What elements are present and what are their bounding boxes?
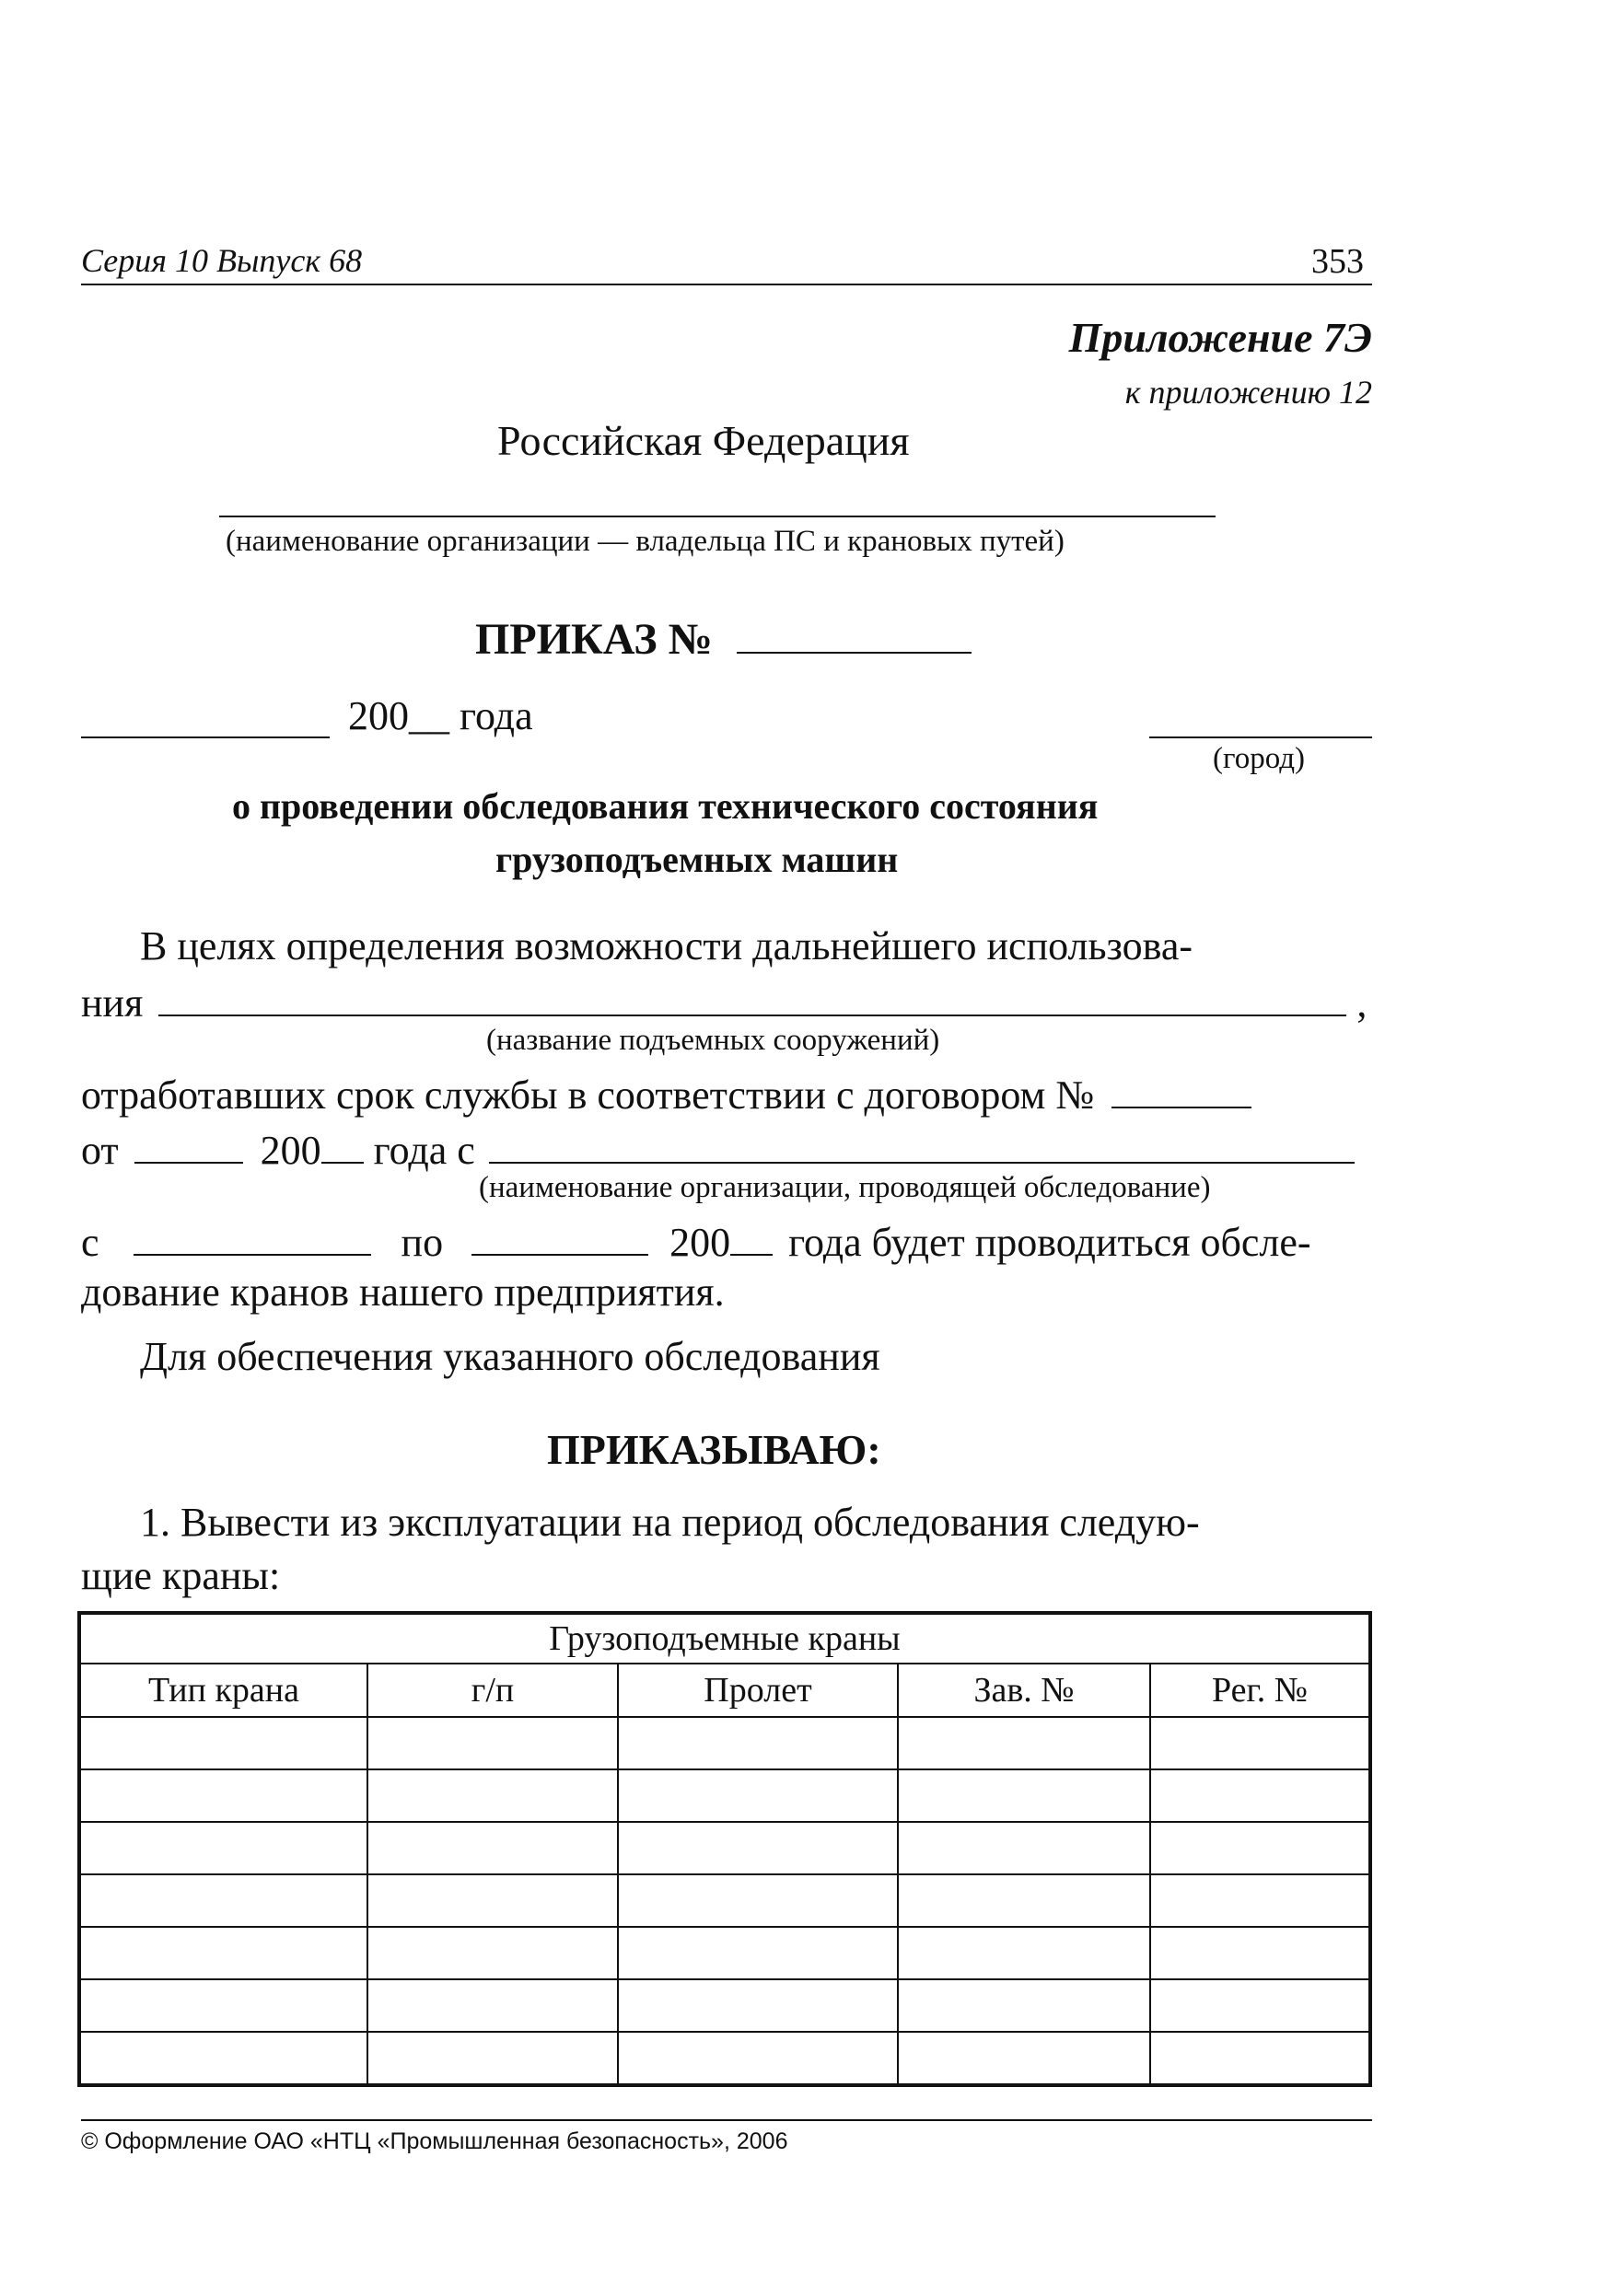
footer-rule (81, 2119, 1372, 2121)
table-cell[interactable] (367, 1769, 618, 1822)
period-year-prefix: 200 (669, 1220, 731, 1265)
structures-caption: (название подъемных сооружений) (486, 1024, 940, 1057)
table-cell[interactable] (1150, 1979, 1370, 2032)
table-cell[interactable] (79, 1769, 367, 1822)
text-nia: ния (81, 980, 144, 1026)
table-cell[interactable] (367, 2032, 618, 2085)
table-cell[interactable] (79, 1822, 367, 1874)
series-label: Серия 10 Выпуск 68 (81, 242, 363, 279)
order-date-field (81, 736, 330, 738)
city-caption: (город) (1213, 742, 1306, 775)
table-cell[interactable] (898, 1717, 1150, 1769)
table-cell[interactable] (1150, 2032, 1370, 2085)
appendix-title: Приложение 7Э (1068, 314, 1372, 361)
footer-copyright: © Оформление ОАО «НТЦ «Промышленная безопасность», 2006 (81, 2128, 788, 2154)
text-s: с (81, 1220, 99, 1265)
contract-year-prefix: 200 (260, 1128, 321, 1173)
paragraph-1-line-4 (81, 1121, 1355, 1174)
page-number: 353 (1311, 242, 1364, 281)
city-field-line (1149, 736, 1372, 738)
header-rule (81, 284, 1372, 285)
table-cell[interactable] (898, 1927, 1150, 1979)
structures-field[interactable] (158, 974, 1346, 1016)
period-rest-text: года будет проводиться обсле- (788, 1220, 1311, 1265)
comma: , (1356, 980, 1367, 1026)
contract-text: отработавших срок службы в соответствии с договором № (81, 1073, 1095, 1118)
country-title: Российская Федерация (497, 417, 910, 464)
text-goda-s: года с (373, 1128, 475, 1173)
table-cell[interactable] (1150, 1769, 1370, 1822)
paragraph-1-line-1: В целях определения возможности дальнейшего использова- (140, 923, 1193, 968)
table-cell[interactable] (618, 1927, 898, 1979)
table-cell[interactable] (618, 1822, 898, 1874)
table-cell[interactable] (79, 1874, 367, 1927)
table-cell[interactable] (367, 1979, 618, 2032)
paragraph-1-line-3 (81, 1066, 1251, 1119)
period-end-field[interactable] (471, 1213, 648, 1256)
order-title (475, 608, 972, 665)
column-header-type: Тип крана (79, 1664, 367, 1717)
table-cell[interactable] (367, 1874, 618, 1927)
table-cell[interactable] (1150, 1927, 1370, 1979)
contract-number-field[interactable] (1111, 1066, 1251, 1108)
paragraph-2: Для обеспечения указанного обследования (140, 1334, 880, 1379)
inspection-org-field[interactable] (489, 1121, 1355, 1164)
table-cell[interactable] (1150, 1717, 1370, 1769)
table-cell[interactable] (79, 1979, 367, 2032)
item-1-line-2: щие краны: (81, 1553, 281, 1598)
period-year-field[interactable] (730, 1213, 773, 1256)
text-ot: от (81, 1128, 119, 1173)
table-cell[interactable] (898, 1979, 1150, 2032)
text-po: по (401, 1220, 444, 1265)
table-title: Грузоподъемные краны (79, 1613, 1370, 1664)
table-cell[interactable] (367, 1822, 618, 1874)
subject-line-2: грузоподъемных машин (495, 839, 899, 880)
paragraph-1-line-5 (81, 1213, 1311, 1266)
table-row (79, 1979, 1370, 2032)
column-header-span: Пролет (618, 1664, 898, 1717)
table-cell[interactable] (79, 1717, 367, 1769)
table-row (79, 1927, 1370, 1979)
table-cell[interactable] (1150, 1822, 1370, 1874)
table-cell[interactable] (79, 2032, 367, 2085)
table-cell[interactable] (1150, 1874, 1370, 1927)
table-cell[interactable] (367, 1927, 618, 1979)
table-row (79, 1822, 1370, 1874)
table-cell[interactable] (898, 1769, 1150, 1822)
contract-date-field[interactable] (134, 1121, 243, 1164)
order-number-field[interactable] (737, 608, 972, 654)
table-cell[interactable] (618, 2032, 898, 2085)
appendix-subtitle: к приложению 12 (1124, 374, 1372, 411)
table-cell[interactable] (79, 1927, 367, 1979)
table-cell[interactable] (898, 1874, 1150, 1927)
cranes-table (77, 1611, 1372, 2087)
paragraph-1-line-6: дование кранов нашего предприятия. (81, 1270, 725, 1315)
column-header-factory-number: Зав. № (898, 1664, 1150, 1717)
table-cell[interactable] (618, 1979, 898, 2032)
column-header-reg-number: Рег. № (1150, 1664, 1370, 1717)
table-cell[interactable] (618, 1717, 898, 1769)
order-year: 200__ года (348, 693, 533, 738)
table-row (79, 1874, 1370, 1927)
table-row (79, 2032, 1370, 2085)
organization-caption: (наименование организации — владельца ПС и крановых путей) (226, 525, 1065, 558)
inspection-org-caption: (наименование организации, проводящей обследование) (479, 1171, 1211, 1204)
subject-line-1: о проведении обследования технического состояния (232, 785, 1099, 827)
table-row (79, 1717, 1370, 1769)
order-title-text: ПРИКАЗ № (475, 615, 713, 664)
table-cell[interactable] (898, 1822, 1150, 1874)
table-cell[interactable] (618, 1769, 898, 1822)
table-cell[interactable] (367, 1717, 618, 1769)
paragraph-1-line-2 (81, 974, 1367, 1026)
period-start-field[interactable] (134, 1213, 371, 1256)
table-cell[interactable] (898, 2032, 1150, 2085)
table-row (79, 1769, 1370, 1822)
table-cell[interactable] (618, 1874, 898, 1927)
item-1-line-1: 1. Вывести из эксплуатации на период обследования следую- (140, 1500, 1200, 1545)
contract-year-field[interactable] (321, 1121, 364, 1164)
order-command: ПРИКАЗЫВАЮ: (547, 1426, 881, 1473)
organization-field-line (219, 516, 1216, 517)
column-header-capacity: г/п (367, 1664, 618, 1717)
